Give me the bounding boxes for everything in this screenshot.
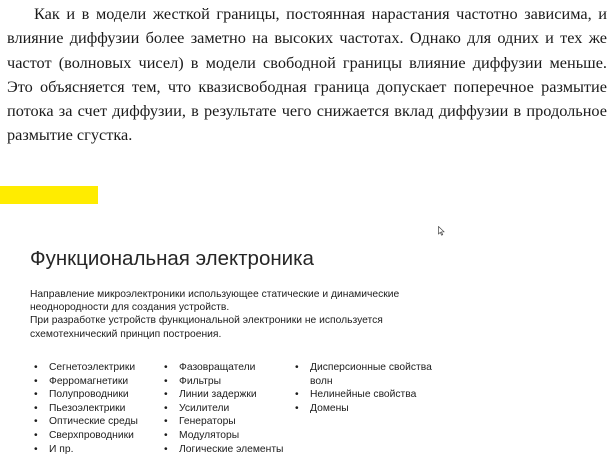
bullet-icon: • <box>34 389 38 401</box>
bullet-icon: • <box>164 402 168 414</box>
list-item: • Фильтры <box>164 375 221 387</box>
bullet-icon: • <box>34 429 38 441</box>
list-item: • Пьезоэлектрики <box>34 402 126 414</box>
list-item: • Сегнетоэлектрики <box>34 362 136 373</box>
bullet-icon: • <box>164 389 168 401</box>
bullet-icon: • <box>34 402 38 414</box>
slide-description-line-2: При разработке устройств функциональной электроники не используется схемотехнический принцип построения. <box>30 315 383 340</box>
slide-description-line-1: Направление микроэлектроники использующее статические и динамические неоднородности для создания устройств. <box>30 289 400 314</box>
bullet-icon: • <box>295 362 299 373</box>
list-item: • И пр. <box>34 443 74 455</box>
document-paragraph <box>7 2 607 148</box>
slide-description <box>30 288 440 341</box>
list-item: • Домены <box>295 402 349 414</box>
list-item: • Генераторы <box>164 416 236 428</box>
list-item: • Логические элементы <box>164 443 284 455</box>
slide-title: Функциональная электроника <box>30 247 314 270</box>
text-highlight-marker <box>0 186 98 204</box>
list-item: • Линии задержки <box>164 389 257 401</box>
list-item: • Усилители <box>164 402 230 414</box>
devices-list <box>164 361 283 456</box>
bullet-icon: • <box>164 362 168 373</box>
bullet-icon: • <box>295 402 299 414</box>
bullet-icon: • <box>164 375 168 387</box>
list-item: • Нелинейные свойства <box>295 389 417 401</box>
materials-list <box>34 361 138 456</box>
bullet-icon: • <box>164 443 168 455</box>
bullet-icon: • <box>34 416 38 428</box>
list-item: • Фазовращатели <box>164 362 256 373</box>
bullet-icon: • <box>164 416 168 428</box>
list-item: • Оптические среды <box>34 416 138 428</box>
list-item: • Ферромагнетики <box>34 375 129 387</box>
list-item: • Модуляторы <box>164 429 240 441</box>
bullet-icon: • <box>295 389 299 401</box>
list-item: • Дисперсионные свойства волн <box>295 362 432 387</box>
mouse-pointer-icon <box>438 226 445 236</box>
bullet-icon: • <box>34 375 38 387</box>
list-item: • Полупроводники <box>34 389 129 401</box>
list-item: • Сверхпроводники <box>34 429 134 441</box>
bullet-icon: • <box>34 362 38 373</box>
bullet-icon: • <box>34 443 38 455</box>
document-paragraph-text: Как и в модели жесткой границы, постоянная нарастания частотно зависима, и влияние диффузии более заметно на высоких частотах. Однако для одних и тех же частот (волновых чисел) в модели свободной границы влияние диффузии меньше. Это объясняется тем, что квазисвободная граница допускает поперечное размытие потока за счет диффузии, в результате чего снижается вклад диффузии в продольное размытие сгустка. <box>7 4 607 145</box>
bullet-icon: • <box>164 429 168 441</box>
properties-list <box>295 361 445 415</box>
presentation-slide <box>0 226 614 473</box>
